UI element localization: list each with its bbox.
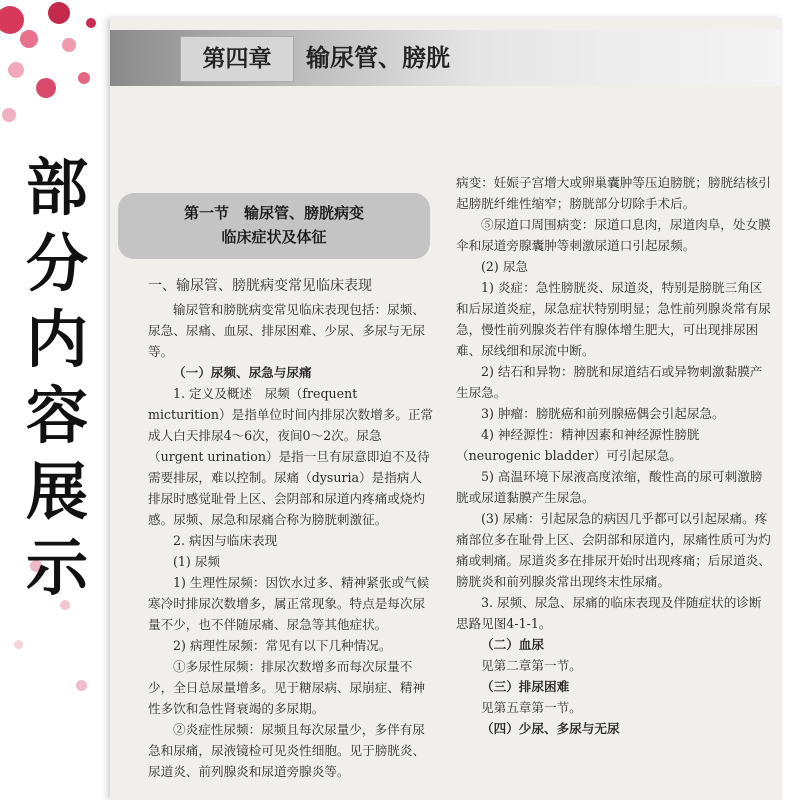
paragraph: 见第五章第一节。 xyxy=(481,700,582,715)
subsection-heading: （三）排尿困难 xyxy=(481,679,570,694)
paragraph: 3. 尿频、尿急、尿痛的临床表现及伴随症状的诊断思路见图4-1-1。 xyxy=(456,595,762,631)
side-title-char: 展 xyxy=(25,455,88,528)
paragraph: 2) 结石和异物：膀胱和尿道结石或异物刺激黏膜产生尿急。 xyxy=(456,364,763,400)
section-title-line1: 第一节 输尿管、膀胱病变 xyxy=(183,204,364,222)
section-title-line2: 临床症状及体征 xyxy=(221,228,327,246)
paragraph: 1. 定义及概述 尿频（frequent micturition）是指单位时间内排尿次数增多。正常成人白天排尿4～6次，夜间0～2次。尿急（urgent urination）是指一旦有尿意即迫不及待需要排尿，难以控制。尿痛（dysuria）是指病人排尿时感觉耻骨上区、会阴部和尿道内疼痛或烧灼感。尿频、尿急和尿痛合称为膀胱刺激征。 xyxy=(148,386,434,527)
chapter-banner xyxy=(110,30,782,86)
side-title xyxy=(22,150,92,606)
paragraph: 1) 炎症：急性膀胱炎、尿道炎，特别是膀胱三角区和后尿道炎症，尿急症状特别明显；急性前列腺炎常有尿急，慢性前列腺炎若伴有腺体增生肥大，可出现排尿困难、尿线细和尿流中断。 xyxy=(456,280,771,358)
paragraph: 5) 高温环境下尿液高度浓缩，酸性高的尿可刺激膀胱或尿道黏膜产生尿急。 xyxy=(456,469,763,505)
chapter-title: 输尿管、膀胱 xyxy=(306,43,450,72)
paragraph: (1) 尿频 xyxy=(173,554,221,569)
subsection-heading: （二）血尿 xyxy=(481,637,544,652)
subsection-heading: （四）少尿、多尿与无尿 xyxy=(481,721,620,736)
book-page xyxy=(110,18,782,800)
paragraph: 1) 生理性尿频：因饮水过多、精神紧张或气候寒冷时排尿次数增多，属正常现象。特点是每次尿量不少，也不伴随尿痛、尿急等其他症状。 xyxy=(148,575,430,632)
side-title-char: 容 xyxy=(25,379,88,452)
side-title-char: 示 xyxy=(25,531,88,604)
paragraph: 4) 神经源性：精神因素和神经源性膀胱（neurogenic bladder）可引起尿急。 xyxy=(456,427,700,463)
right-column xyxy=(456,172,772,739)
chapter-label: 第四章 xyxy=(180,36,294,82)
paragraph: 输尿管和膀胱病变常见临床表现包括：尿频、尿急、尿痛、血尿、排尿困难、少尿、多尿与无尿等。 xyxy=(148,302,426,359)
side-title-char: 分 xyxy=(25,227,88,300)
paragraph: 2. 病因与临床表现 xyxy=(173,533,278,548)
section-title-box xyxy=(118,193,430,259)
subsection-heading: （一）尿频、尿急与尿痛 xyxy=(173,365,312,380)
paragraph: ⑤尿道口周围病变：尿道口息肉，尿道肉阜，处女膜伞和尿道旁腺囊肿等刺激尿道口引起尿频。 xyxy=(456,217,771,253)
paragraph: (2) 尿急 xyxy=(481,259,529,274)
paragraph: 2) 病理性尿频：常见有以下几种情况。 xyxy=(173,638,392,653)
paragraph: 3) 肿瘤：膀胱癌和前列腺癌偶会引起尿急。 xyxy=(481,406,725,421)
paragraph: ①多尿性尿频：排尿次数增多而每次尿量不少，全日总尿量增多。见于糖尿病、尿崩症、精神性多饮和急性肾衰竭的多尿期。 xyxy=(148,659,426,716)
paragraph: (3) 尿痛：引起尿急的病因几乎都可以引起尿痛。疼痛部位多在耻骨上区、会阴部和尿道内，尿痛性质可为灼痛或刺痛。尿道炎多在排尿开始时出现疼痛；后尿道炎、膀胱炎和前列腺炎常出现终末性尿痛。 xyxy=(456,511,771,589)
left-column xyxy=(148,273,434,782)
paragraph: 病变：妊娠子宫增大或卵巢囊肿等压迫膀胱；膀胱结核引起膀胱纤维性缩窄；膀胱部分切除手术后。 xyxy=(456,175,771,211)
paragraph: 见第二章第一节。 xyxy=(481,658,582,673)
side-title-char: 内 xyxy=(25,303,88,376)
paragraph: ②炎症性尿频：尿频且每次尿量少，多伴有尿急和尿痛，尿液镜检可见炎性细胞。见于膀胱炎、尿道炎、前列腺炎和尿道旁腺炎等。 xyxy=(148,722,426,779)
side-title-char: 部 xyxy=(25,151,88,224)
section-heading: 一、输尿管、膀胱病变常见临床表现 xyxy=(148,278,372,294)
